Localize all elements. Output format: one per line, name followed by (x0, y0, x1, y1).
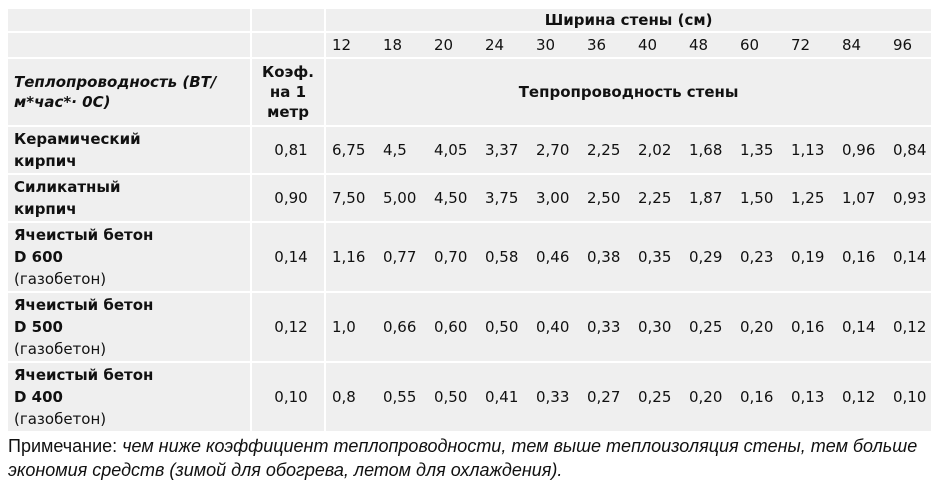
coefficient-cell: 0,12 (252, 293, 326, 361)
conductivity-value-cell: 5,00 (377, 175, 428, 221)
empty-header-cell (8, 9, 252, 31)
conductivity-value-cell: 0,20 (683, 363, 734, 431)
wall-width-value: 12 (326, 33, 377, 57)
conductivity-value-cell: 1,0 (326, 293, 377, 361)
conductivity-value-cell: 1,50 (734, 175, 785, 221)
conductivity-value-cell: 0,12 (836, 363, 887, 431)
width-row (8, 33, 931, 57)
material-name-line: D 500 (14, 318, 63, 336)
conductivity-value-cell: 0,19 (785, 223, 836, 291)
wall-conductivity-header: Тепропроводность стены (326, 59, 931, 125)
conductivity-value-cell: 4,05 (428, 127, 479, 173)
wall-width-value: 48 (683, 33, 734, 57)
conductivity-value-cell: 0,55 (377, 363, 428, 431)
material-row (8, 293, 931, 361)
conductivity-value-cell: 4,5 (377, 127, 428, 173)
conductivity-value-cell: 0,30 (632, 293, 683, 361)
conductivity-value-cell: 0,14 (887, 223, 931, 291)
conductivity-value-cell: 0,16 (836, 223, 887, 291)
wall-width-value: 36 (581, 33, 632, 57)
conductivity-value-cell: 1,25 (785, 175, 836, 221)
conductivity-value-cell: 0,27 (581, 363, 632, 431)
material-name-cell (8, 293, 252, 361)
conductivity-value-cell: 0,41 (479, 363, 530, 431)
coefficient-cell: 0,90 (252, 175, 326, 221)
material-name-cell (8, 127, 252, 173)
coefficient-cell: 0,81 (252, 127, 326, 173)
coefficient-header: Коэф. на 1 метр (252, 59, 326, 125)
conductivity-value-cell: 2,25 (632, 175, 683, 221)
wall-width-value: 84 (836, 33, 887, 57)
material-name-line: Керамический (14, 130, 141, 148)
conductivity-value-cell: 0,70 (428, 223, 479, 291)
conductivity-value-cell: 3,37 (479, 127, 530, 173)
material-name-cell (8, 175, 252, 221)
conductivity-value-cell: 0,77 (377, 223, 428, 291)
conductivity-value-cell: 0,13 (785, 363, 836, 431)
conductivity-value-cell: 1,35 (734, 127, 785, 173)
wall-width-value: 60 (734, 33, 785, 57)
conductivity-value-cell: 0,58 (479, 223, 530, 291)
conductivity-value-cell: 0,35 (632, 223, 683, 291)
conductivity-value-cell: 0,23 (734, 223, 785, 291)
conductivity-value-cell: 1,87 (683, 175, 734, 221)
wall-conductivity-table (8, 7, 931, 433)
material-row (8, 127, 931, 173)
conductivity-value-cell: 0,33 (581, 293, 632, 361)
conductivity-value-cell: 1,13 (785, 127, 836, 173)
conductivity-value-cell: 0,10 (887, 363, 931, 431)
wall-width-value: 24 (479, 33, 530, 57)
conductivity-value-cell: 0,93 (887, 175, 931, 221)
material-name-line: Ячеистый бетон (14, 296, 154, 314)
material-row (8, 363, 931, 431)
material-subtitle: (газобетон) (14, 410, 107, 428)
conductivity-value-cell: 2,70 (530, 127, 581, 173)
wall-width-value: 40 (632, 33, 683, 57)
conductivity-value-cell: 1,07 (836, 175, 887, 221)
conductivity-value-cell: 0,25 (632, 363, 683, 431)
wall-width-value: 72 (785, 33, 836, 57)
conductivity-value-cell: 0,46 (530, 223, 581, 291)
conductivity-value-cell: 0,20 (734, 293, 785, 361)
material-name-line: D 400 (14, 388, 63, 406)
wall-width-value: 30 (530, 33, 581, 57)
coefficient-cell: 0,14 (252, 223, 326, 291)
conductivity-value-cell: 0,50 (428, 363, 479, 431)
conductivity-value-cell: 7,50 (326, 175, 377, 221)
material-subtitle: (газобетон) (14, 270, 107, 288)
coefficient-cell: 0,10 (252, 363, 326, 431)
material-name-cell (8, 363, 252, 431)
conductivity-header: Теплопроводность (ВТ/ м*час*· 0С) (8, 59, 252, 125)
material-name-line: кирпич (14, 152, 77, 170)
conductivity-value-cell: 0,84 (887, 127, 931, 173)
material-subtitle: (газобетон) (14, 340, 107, 358)
conductivity-value-cell: 0,12 (887, 293, 931, 361)
empty-header-cell (8, 33, 252, 57)
material-name-line: кирпич (14, 200, 77, 218)
footnote-label: Примечание: (8, 436, 118, 456)
conductivity-value-cell: 0,38 (581, 223, 632, 291)
material-name-line: Силикатный (14, 178, 121, 196)
conductivity-value-cell: 0,60 (428, 293, 479, 361)
footnote (8, 434, 923, 482)
wall-width-title: Ширина стены (см) (326, 9, 931, 31)
conductivity-value-cell: 2,50 (581, 175, 632, 221)
conductivity-value-cell: 2,02 (632, 127, 683, 173)
conductivity-value-cell: 0,25 (683, 293, 734, 361)
header-row (8, 59, 931, 125)
conductivity-value-cell: 0,8 (326, 363, 377, 431)
conductivity-value-cell: 0,50 (479, 293, 530, 361)
conductivity-value-cell: 0,29 (683, 223, 734, 291)
conductivity-value-cell: 1,68 (683, 127, 734, 173)
wall-width-value: 18 (377, 33, 428, 57)
conductivity-value-cell: 0,16 (734, 363, 785, 431)
conductivity-value-cell: 0,14 (836, 293, 887, 361)
conductivity-value-cell: 0,96 (836, 127, 887, 173)
material-row (8, 175, 931, 221)
conductivity-value-cell: 3,75 (479, 175, 530, 221)
empty-header-cell (252, 9, 326, 31)
material-name-cell (8, 223, 252, 291)
conductivity-value-cell: 4,50 (428, 175, 479, 221)
conductivity-value-cell: 2,25 (581, 127, 632, 173)
conductivity-value-cell: 3,00 (530, 175, 581, 221)
wall-width-value: 20 (428, 33, 479, 57)
conductivity-value-cell: 6,75 (326, 127, 377, 173)
material-name-line: Ячеистый бетон (14, 226, 154, 244)
material-name-line: D 600 (14, 248, 63, 266)
footnote-text: чем ниже коэффициент теплопроводности, тем выше теплоизоляция стены, тем больше экономия средств (зимой для обогрева, летом для охлаждения). (8, 436, 918, 480)
conductivity-value-cell: 0,16 (785, 293, 836, 361)
title-row (8, 9, 931, 31)
conductivity-value-cell: 0,40 (530, 293, 581, 361)
material-name-line: Ячеистый бетон (14, 366, 154, 384)
conductivity-value-cell: 0,66 (377, 293, 428, 361)
insulation-table-container (8, 7, 927, 433)
wall-width-value: 96 (887, 33, 931, 57)
material-row (8, 223, 931, 291)
empty-header-cell (252, 33, 326, 57)
conductivity-value-cell: 1,16 (326, 223, 377, 291)
conductivity-value-cell: 0,33 (530, 363, 581, 431)
